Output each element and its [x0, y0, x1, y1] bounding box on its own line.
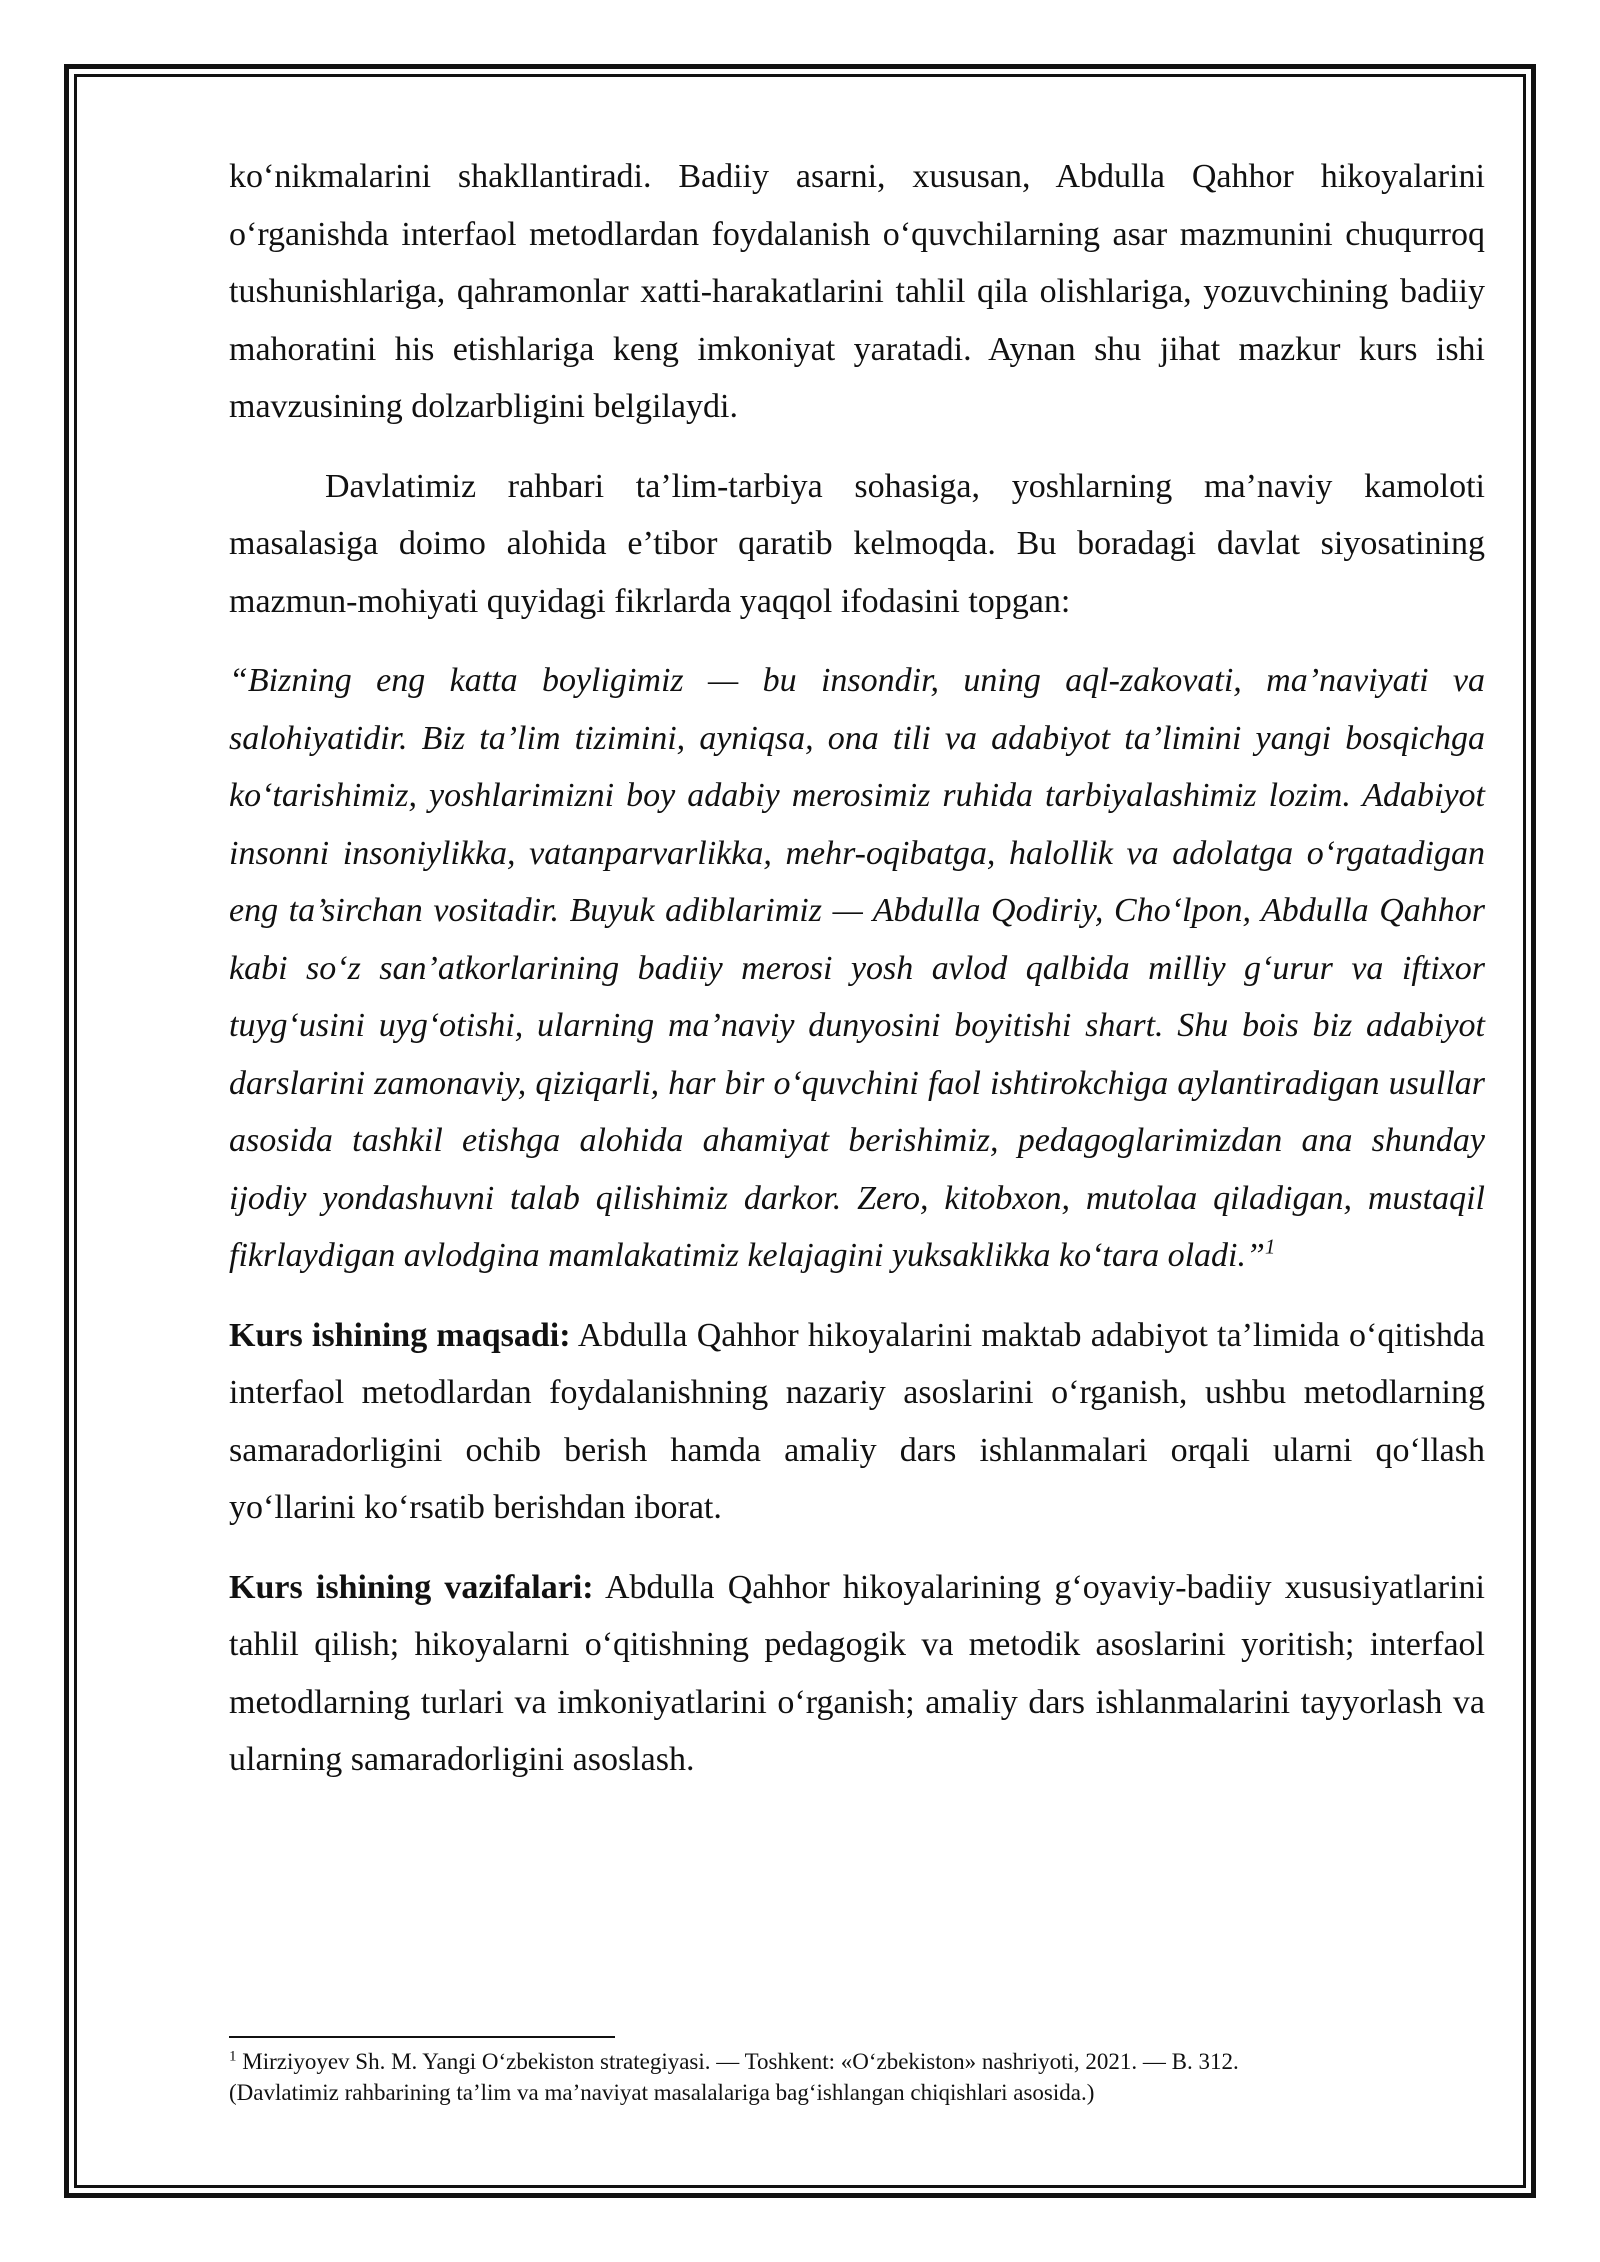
page-body [229, 148, 1485, 1789]
tasks-text: Abdulla Qahhor hikoyalarining g‘oyaviy-badiiy xususiyatlarini tahlil qilish; hikoyalarni o‘qitishning pedagogik va metodik asoslarini yoritish; interfaol metodlarning turlari va imkoniyatlarini o‘rganish; amaliy dars ishlanmalarini tayyorlash va ularning samaradorligini asoslash. [229, 1568, 1486, 1778]
footnote-citation: Mirziyoyev Sh. M. Yangi O‘zbekiston strategiyasi. — Toshkent: «O‘zbekiston» nashriyoti, 2021. — B. 312. [236, 2049, 1239, 2074]
paragraph-goal [229, 1307, 1485, 1537]
footnote-line-1 [229, 2046, 1485, 2077]
quotation-text: “Bizning eng katta boyligimiz — bu insondir, uning aql-zakovati, ma’naviyati va salohiyatidir. Biz ta’lim tizimini, ayniqsa, ona tili va adabiyot ta’limini yangi bosqichga ko‘tarishimiz, yoshlarimizni boy adabiy merosimiz ruhida tarbiyalashimiz lozim. Adabiyot insonni insoniylikka, vatanparvarlikka, mehr-oqibatga, halollik va adolatga o‘rgatadigan eng ta’sirchan vositadir. Buyuk adiblarimiz — Abdulla Qodiriy, Cho‘lpon, Abdulla Qahhor kabi so‘z san’atkorlarining badiiy merosi yosh avlod qalbida milliy g‘urur va iftixor tuyg‘usini uyg‘otishi, ularning ma’naviy dunyosini boyitishi shart. Shu bois biz adabiyot darslarini zamonaviy, qiziqarli, har bir o‘quvchini faol ishtirokchiga aylantiradigan usullar asosida tashkil etishga alohida ahamiyat berishimiz, pedagoglarimizdan ana shunday ijodiy yondashuvni talab qilishimiz darkor. Zero, kitobxon, mutolaa qiladigan, mustaqil fikrlaydigan avlodgina mamlakatimiz kelajagini yuksaklikka ko‘tara oladi.” [229, 662, 1485, 1274]
footnote-line-2: (Davlatimiz rahbarining ta’lim va ma’naviyat masalalariga bag‘ishlangan chiqishlari asosida.) [229, 2080, 1095, 2105]
paragraph-policy: Davlatimiz rahbari ta’lim-tarbiya sohasiga, yoshlarning ma’naviy kamoloti masalasiga doimo alohida e’tibor qaratib kelmoqda. Bu boradagi davlat siyosatining mazmun-mohiyati quyidagi fikrlarda yaqqol ifodasini topgan: [229, 467, 1485, 620]
quotation [229, 652, 1485, 1285]
footnote-separator [229, 2036, 615, 2038]
footnote-reference: 1 [1264, 1234, 1276, 1259]
paragraph-intro: ko‘nikmalarini shakllantiradi. Badiiy asarni, xususan, Abdulla Qahhor hikoyalarini o‘rganishda interfaol metodlardan foydalanish o‘quvchilarning asar mazmunini chuqurroq tushunishlariga, qahramonlar xatti-harakatlarini tahlil qila olishlariga, yozuvchining badiiy mahoratini his etishlariga keng imkoniyat yaratadi. Aynan shu jihat mazkur kurs ishi mavzusining dolzarbligini belgilaydi. [229, 158, 1485, 425]
goal-text: Abdulla Qahhor hikoyalarini maktab adabiyot ta’limida o‘qitishda interfaol metodlardan foydalanishning nazariy asoslarini o‘rganish, ushbu metodlarning samaradorligini ochib berish hamda amaliy dars ishlanmalari orqali ularni qo‘llash yo‘llarini ko‘rsatib berishdan iborat. [229, 1316, 1485, 1526]
tasks-label: Kurs ishining vazifalari: [229, 1568, 594, 1606]
footnote-mark: 1 [229, 2048, 237, 2065]
goal-label: Kurs ishining maqsadi: [229, 1316, 571, 1354]
footnote [229, 2046, 1485, 2108]
paragraph-tasks [229, 1559, 1485, 1789]
